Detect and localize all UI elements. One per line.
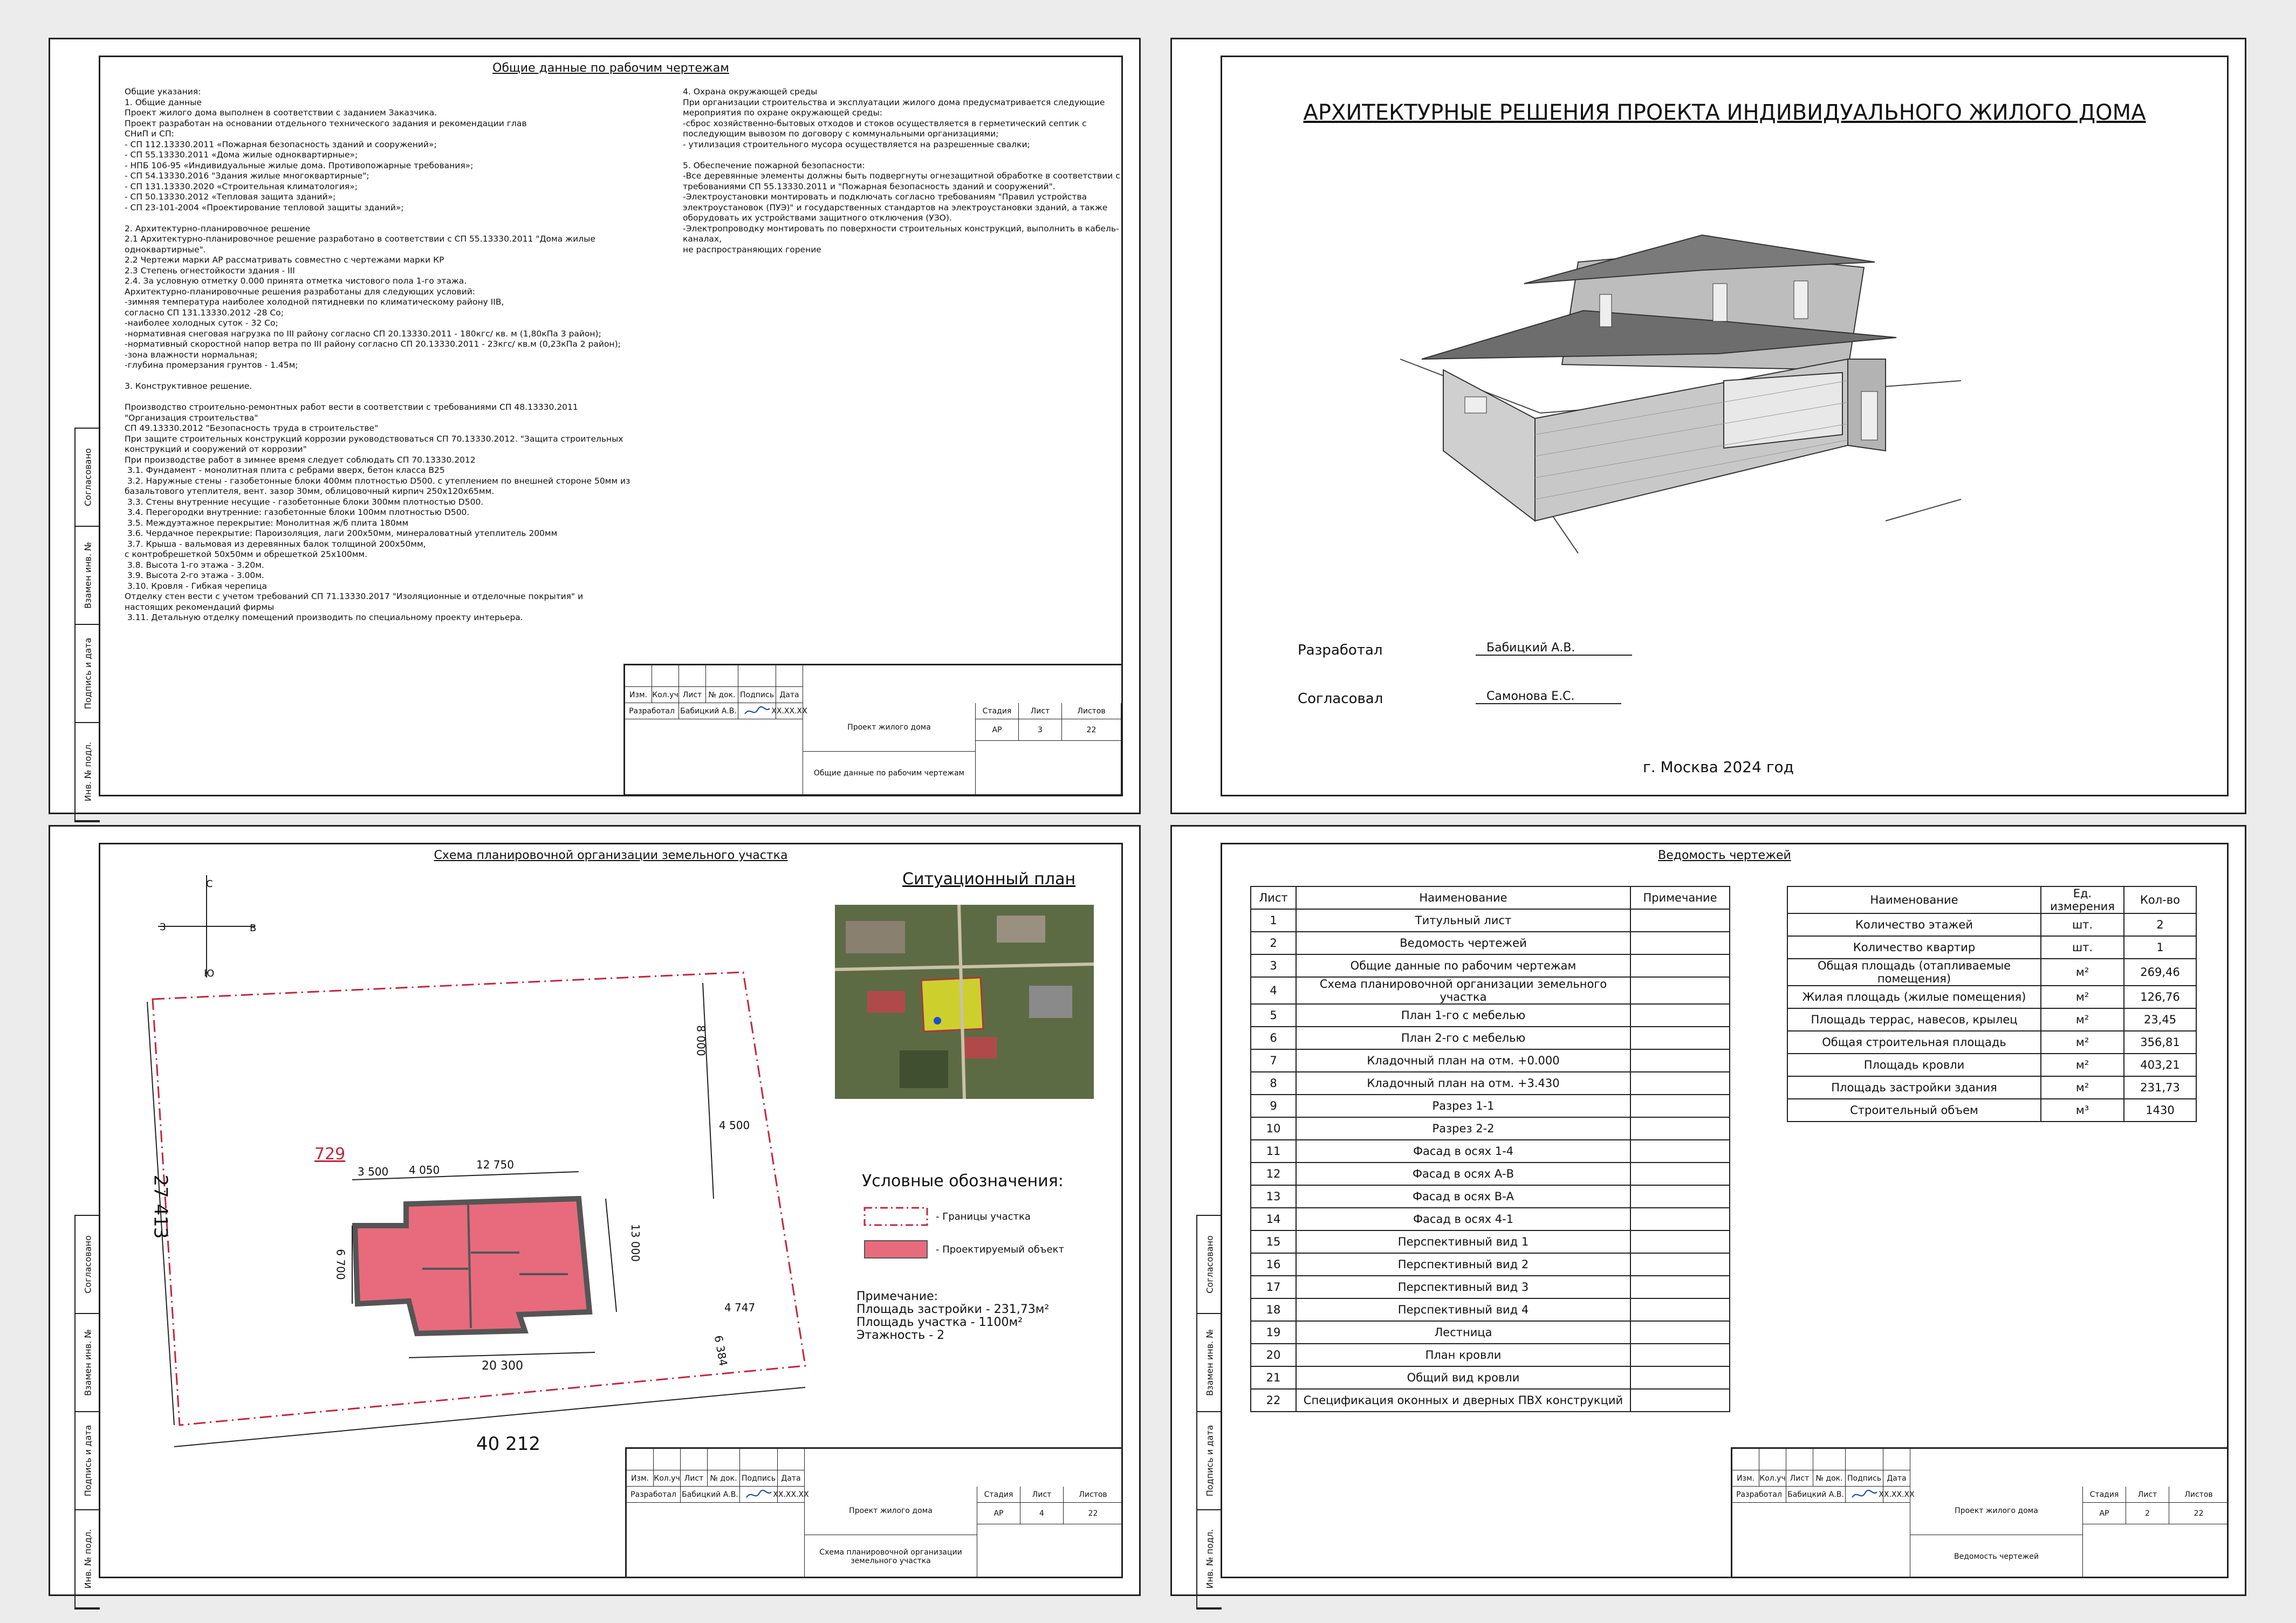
table-cell: 19 (1251, 1321, 1296, 1344)
stamp-name: Бабицкий А.В. (681, 1487, 740, 1503)
table-cell: План 1-го с мебелью (1296, 1004, 1630, 1027)
table-cell: Площадь застройки здания (1787, 1076, 2041, 1099)
table-cell: м² (2041, 1076, 2124, 1099)
col-header: Ед. измерения (2041, 886, 2124, 913)
city-year: г. Москва 2024 год (1643, 758, 1794, 776)
stamp-role: Разработал (1732, 1487, 1786, 1503)
sheet-title (1170, 38, 2246, 814)
stamp-sheet-h: Лист (1019, 703, 1062, 719)
situation-plan-title: Ситуационный план (902, 870, 1076, 889)
approver-label: Согласовал (1298, 691, 1383, 707)
dim-3500: 3 500 (358, 1165, 389, 1178)
table-cell: 7 (1251, 1049, 1296, 1072)
stamp-stage-h: Стадия (977, 1487, 1020, 1503)
table-cell: Перспективный вид 2 (1296, 1253, 1630, 1276)
drawing-frame (99, 56, 1123, 796)
table-cell (1630, 1276, 1730, 1298)
stamp-date: XX.XX.XX (778, 1487, 805, 1503)
drawing-register-table (1250, 886, 1730, 1412)
stamp-total: 22 (2169, 1503, 2229, 1524)
sheet-drawing-register (1170, 825, 2246, 1596)
table-cell: 12 (1251, 1163, 1296, 1185)
table-cell: 21 (1251, 1366, 1296, 1389)
table-row (1251, 1185, 1730, 1208)
sidebar-label: Подпись и дата (83, 1425, 93, 1497)
table-cell: 231,73 (2124, 1076, 2196, 1099)
stamp-stage: АР (976, 719, 1019, 741)
table-cell: 18 (1251, 1298, 1296, 1321)
general-notes-right: 4. Охрана окружающей среды При организации строительства и эксплуатации жилого дома предусматривается следующие мероприятия по охране окружающей среды: -сброс хозяйственно-бытовых отходов и стоков осуществляется в герметический септик с последующим вывозом по договору с коммунальными организациями; - утилизация строительного мусора осуществляется на разрешенные свалки; 5. Обеспечение пожарной безопасности: -Все деревянные элементы должны быть подвергнуты огнезащитной обработке в соответствии с требованиями СП 55.13330.2011 и "Пожарная безопасность зданий и сооружений". -Электроустановки монтировать и подключать согласно требованиям "Правил устройства электроустановок (ПУЭ)" и государственных стандартов на электроустановки зданий, а также оборудовать их устройствами защитного отключения (УЗО). -Электропроводку монтировать по поверхности строительных конструкций, выполнить в кабель-каналах, не распространяющих горение (683, 87, 1120, 255)
house-perspective-icon (1400, 219, 1966, 569)
approver-name: Самонова Е.С. (1476, 690, 1621, 704)
table-cell: 1430 (2124, 1099, 2196, 1122)
sidebar-label: Инв. № подл. (83, 1529, 93, 1589)
lot-number: 729 (314, 1145, 346, 1164)
table-row (1251, 1344, 1730, 1366)
stamp-h-kol: Кол.уч (1759, 1470, 1786, 1487)
stamp-h-list: Лист (681, 1470, 708, 1487)
sheet-sidebar (1196, 1215, 1222, 1610)
stamp-h-doc: № док. (1813, 1470, 1846, 1487)
stamp-h-sign: Подпись (740, 1470, 778, 1487)
stamp-sheet-title: Схема планировочной организации земельного участка (805, 1535, 977, 1578)
table-cell: Фасад в осях 4-1 (1296, 1208, 1630, 1230)
stamp-stage-h: Стадия (2083, 1487, 2126, 1503)
dim-13000: 13 000 (628, 1224, 642, 1262)
table-cell (1630, 1095, 1730, 1117)
table-cell: м² (2041, 986, 2124, 1008)
table-cell (1630, 1253, 1730, 1276)
table-cell: 6 (1251, 1027, 1296, 1049)
dim-6384: 6 384 (711, 1334, 730, 1367)
sheet-header: Схема планировочной организации земельного участка (434, 849, 788, 862)
stamp-role: Разработал (627, 1487, 681, 1503)
developer-label: Разработал (1298, 642, 1383, 658)
table-cell: Общая строительная площадь (1787, 1031, 2041, 1054)
col-header: Кол-во (2124, 886, 2196, 913)
table-cell (1630, 977, 1730, 1004)
legend-title: Условные обозначения: (862, 1172, 1064, 1191)
sidebar-label: Согласовано (83, 1235, 93, 1294)
table-row (1251, 1027, 1730, 1049)
table-cell: План кровли (1296, 1344, 1630, 1366)
table-row (1251, 909, 1730, 932)
table-cell (1630, 1117, 1730, 1140)
note-title: Примечание: (856, 1290, 938, 1303)
table-row (1251, 1230, 1730, 1253)
table-cell: 23,45 (2124, 1008, 2196, 1031)
table-cell: 5 (1251, 1004, 1296, 1027)
col-header: Примечание (1630, 886, 1730, 909)
table-cell: 4 (1251, 977, 1296, 1004)
table-cell: План 2-го с мебелью (1296, 1027, 1630, 1049)
stamp-sheet-title: Ведомость чертежей (1910, 1535, 2083, 1578)
table-cell: 126,76 (2124, 986, 2196, 1008)
stamp-h-kol: Кол.уч (652, 687, 679, 703)
tep-table (1787, 886, 2197, 1122)
stamp-h-list: Лист (679, 687, 706, 703)
stamp-sheet-no: 4 (1020, 1503, 1064, 1524)
sidebar-label: Взамен инв. № (83, 542, 93, 609)
table-cell: 1 (2124, 936, 2196, 959)
table-cell (1630, 1298, 1730, 1321)
table-cell: м² (2041, 1054, 2124, 1076)
stamp-stage: АР (977, 1503, 1020, 1524)
table-cell (1630, 1230, 1730, 1253)
compass-s: Ю (204, 968, 215, 979)
table-cell: 16 (1251, 1253, 1296, 1276)
table-cell: Разрез 1-1 (1296, 1095, 1630, 1117)
dim-8000: 8 000 (694, 1025, 708, 1056)
table-row (1787, 1076, 2196, 1099)
table-row (1251, 1276, 1730, 1298)
dim-20300: 20 300 (482, 1359, 523, 1373)
stamp-h-izm: Изм. (627, 1470, 654, 1487)
stamp-project: Проект жилого дома (805, 1487, 977, 1535)
general-notes-left: Общие указания: 1. Общие данные Проект жилого дома выполнен в соответствии с заданием Заказчика. Проект разработан на основании отдельного технического задания и рекомендации глав СНиП и СП: - СП 112.13330.2011 «Пожарная безопасность зданий и сооружений»; - СП 55.13330.2011 «Дома жилые одноквартирные»; - НПБ 106-95 «Индивидуальные жилые дома. Противопожарные требования»; - СП 54.13330.2016 "Здания жилые многоквартирные"; - СП 131.13330.2020 «Строительная климатология»; - СП 50.13330.2012 «Тепловая защита зданий»; - СП 23-101-2004 «Проектирование тепловой защиты зданий»; 2. Архитектурно-планировочное решение 2.1 Архитектурно-планировочное решение разработано в соответствии с СП 55.13330.2011 "Дома жилые одноквартирные". 2.2 Чертежи марки АР рассматривать совместно с чертежами марки КР 2.3 Степень огнестойкости здания - III 2.4. За условную отметку 0.000 принята отметка чистового пола 1-го этажа. Архитектурно-планировочные решения разработаны для следующих условий: -зимняя температура наиболее холодной пятидневки по климатическому району IIВ, согласно СП 131.13330.2012 -28 Со; -наиболее холодных суток - 32 Со; -нормативная снеговая нагрузка по III району согласно СП 20.13330.2011 - 180кгс/ кв. м (1,80кПа 3 район); -нормативный скоростной напор ветра по III району согласно СП 20.13330.2011 - 23кгс/ кв.м (0,23кПа 2 район); -зона влажности нормальная; -глубина промерзания грунтов - 1.45м; 3. Конструктивное решение. Производство строительно-ремонтных работ вести в соответствии с требованиями СП 48.13330.2011 "Организация строительства" СП 49.13330.2012 "Безопасность труда в строительстве" При защите строительных конструкций коррозии руководствоваться СП 70.13330.2012. "Защита строительных конструкций и сооружений от коррозии" При производстве работ в зимнее время следует соблюдать СП 70.13330.2012 3.1. Фундамент - монолитная плита с ребрами вверх, бетон класса В25 3.2. Наружные стены - газобетонные блоки 400мм плотностью D500. с утеплением по внешней стороне 50мм из базальтового утеплителя, вент. зазор 30мм, облицовочный кирпич 250x120x65мм. 3.3. Стены внутренние несущие - газобетонные блоки 300мм плотностью D500. 3.4. Перегородки внутренние: газобетонные блоки 100мм плотностью D500. 3.5. Междуэтажное перекрытие: Монолитная ж/б плита 180мм 3.6. Чердачное перекрытие: Пароизоляция, лаги 200x50мм, минераловатный утеплитель 200мм 3.7. Крыша - вальмовая из деревянных балок толщиной 200x50мм, с контробрешеткой 50x50мм и обрешеткой 25x100мм. 3.8. Высота 1-го этажа - 3.20м. 3.9. Высота 2-го этажа - 3.00м. 3.10. Кровля - Гибкая черепица Отделку стен вести с учетом требований СП 71.13330.2017 "Изоляционные и отделочные покрытия" и настоящих рекомендаций фирмы 3.11. Детальную отделку помещений производить по специальному проекту интерьера. (125, 87, 630, 622)
situation-aerial-photo (835, 905, 1094, 1099)
stamp-name: Бабицкий А.В. (1786, 1487, 1846, 1503)
table-cell (1630, 1208, 1730, 1230)
legend-object: - Проектируемый объект (863, 1240, 1064, 1259)
dim-4500: 4 500 (719, 1119, 750, 1132)
table-row (1787, 986, 2196, 1008)
table-cell: Схема планировочной организации земельного участка (1296, 977, 1630, 1004)
note-line: Этажность - 2 (856, 1329, 945, 1342)
table-cell: Площадь террас, навесов, крылец (1787, 1008, 2041, 1031)
table-cell (1630, 1366, 1730, 1389)
table-row (1787, 1008, 2196, 1031)
table-cell: Разрез 2-2 (1296, 1117, 1630, 1140)
table-cell: Перспективный вид 1 (1296, 1230, 1630, 1253)
table-row (1787, 959, 2196, 986)
table-cell: Общая площадь (отапливаемые помещения) (1787, 959, 2041, 986)
stamp-sheet-h: Лист (1020, 1487, 1064, 1503)
compass-n: С (206, 878, 213, 890)
table-row (1787, 913, 2196, 936)
table-cell (1630, 1163, 1730, 1185)
table-cell: Количество этажей (1787, 913, 2041, 936)
stamp-project: Проект жилого дома (1910, 1487, 2083, 1535)
table-row (1251, 1389, 1730, 1412)
table-cell: 3 (1251, 954, 1296, 977)
table-cell (1630, 1185, 1730, 1208)
dim-6700: 6 700 (334, 1249, 347, 1280)
compass-e: В (250, 923, 257, 934)
table-cell: Перспективный вид 3 (1296, 1276, 1630, 1298)
sheet-header: Ведомость чертежей (1658, 849, 1791, 862)
compass-w: З (160, 921, 166, 933)
table-cell: Общий вид кровли (1296, 1366, 1630, 1389)
table-cell (1630, 1004, 1730, 1027)
table-cell: Фасад в осях 1-4 (1296, 1140, 1630, 1163)
stamp-h-doc: № док. (706, 687, 738, 703)
table-row (1251, 1049, 1730, 1072)
table-row (1251, 1072, 1730, 1095)
table-cell (1630, 1027, 1730, 1049)
table-cell (1630, 932, 1730, 954)
table-cell: 8 (1251, 1072, 1296, 1095)
table-cell: м² (2041, 1008, 2124, 1031)
col-header: Наименование (1787, 886, 2041, 913)
stamp-stage-h: Стадия (976, 703, 1019, 719)
table-row (1251, 1095, 1730, 1117)
table-row (1251, 1298, 1730, 1321)
stamp-stage: АР (2083, 1503, 2126, 1524)
table-cell: 20 (1251, 1344, 1296, 1366)
table-row (1251, 1321, 1730, 1344)
table-cell: 10 (1251, 1117, 1296, 1140)
stamp-total: 22 (1064, 1503, 1123, 1524)
table-cell: Количество квартир (1787, 936, 2041, 959)
table-cell: Общие данные по рабочим чертежам (1296, 954, 1630, 977)
sheet-site-plan (49, 825, 1141, 1596)
table-row (1251, 1253, 1730, 1276)
sidebar-label: Подпись и дата (1204, 1425, 1215, 1497)
note-line: Площадь застройки - 231,73м² (856, 1303, 1050, 1316)
table-cell: 356,81 (2124, 1031, 2196, 1054)
table-cell: м² (2041, 959, 2124, 986)
title-block (1731, 1447, 2229, 1578)
stamp-sheet-h: Лист (2126, 1487, 2169, 1503)
table-cell: Ведомость чертежей (1296, 932, 1630, 954)
table-cell: 2 (2124, 913, 2196, 936)
table-cell: 11 (1251, 1140, 1296, 1163)
sidebar-label: Инв. № подл. (1204, 1529, 1215, 1589)
stamp-h-doc: № док. (708, 1470, 740, 1487)
sheet-general-data (49, 38, 1141, 814)
drawing-frame (1221, 56, 2229, 796)
table-row (1251, 1163, 1730, 1185)
sidebar-label: Инв. № подл. (83, 741, 93, 802)
table-cell: 2 (1251, 932, 1296, 954)
stamp-h-date: Дата (1883, 1470, 1910, 1487)
dim-4747: 4 747 (724, 1301, 756, 1314)
stamp-sheet-no: 3 (1019, 719, 1062, 741)
site-notes (856, 1290, 1049, 1342)
dim-40212: 40 212 (476, 1433, 540, 1455)
table-cell: 9 (1251, 1095, 1296, 1117)
table-row (1787, 936, 2196, 959)
signature-icon (1846, 1487, 1883, 1503)
table-row (1251, 1004, 1730, 1027)
stamp-sheets-h: Листов (1062, 703, 1121, 719)
title-block (625, 1447, 1123, 1578)
table-cell: Спецификация оконных и дверных ПВХ конструкций (1296, 1389, 1630, 1412)
table-cell: 22 (1251, 1389, 1296, 1412)
sidebar-label: Взамен инв. № (83, 1329, 93, 1396)
table-cell: 17 (1251, 1276, 1296, 1298)
sheet-sidebar (74, 428, 100, 822)
table-cell: Строительный объем (1787, 1099, 2041, 1122)
table-row (1787, 1054, 2196, 1076)
stamp-h-date: Дата (776, 687, 803, 703)
signature-icon (740, 1487, 778, 1503)
stamp-project: Проект жилого дома (803, 703, 976, 752)
table-row (1787, 1099, 2196, 1122)
stamp-h-kol: Кол.уч (654, 1470, 681, 1487)
table-row (1251, 977, 1730, 1004)
sidebar-label: Согласовано (83, 448, 93, 506)
building-footprint (355, 1199, 590, 1333)
table-cell (1630, 1321, 1730, 1344)
stamp-date: XX.XX.XX (776, 703, 803, 719)
table-row (1251, 1117, 1730, 1140)
stamp-h-date: Дата (778, 1470, 805, 1487)
stamp-total: 22 (1062, 719, 1121, 741)
stamp-date: XX.XX.XX (1883, 1487, 1910, 1503)
table-cell (1630, 1389, 1730, 1412)
stamp-sheets-h: Листов (1064, 1487, 1123, 1503)
table-cell: 15 (1251, 1230, 1296, 1253)
stamp-h-izm: Изм. (1732, 1470, 1759, 1487)
table-cell: 269,46 (2124, 959, 2196, 986)
table-row (1787, 1031, 2196, 1054)
stamp-h-sign: Подпись (1846, 1470, 1883, 1487)
stamp-sheet-title: Общие данные по рабочим чертежам (803, 752, 976, 795)
stamp-name: Бабицкий А.В. (679, 703, 738, 719)
table-row (1251, 954, 1730, 977)
table-row (1251, 932, 1730, 954)
project-title: АРХИТЕКТУРНЫЕ РЕШЕНИЯ ПРОЕКТА ИНДИВИДУАЛЬНОГО ЖИЛОГО ДОМА (1303, 100, 2146, 125)
table-cell: м³ (2041, 1099, 2124, 1122)
table-cell: 1 (1251, 909, 1296, 932)
legend-border: - Границы участка (863, 1207, 1031, 1226)
table-cell: Жилая площадь (жилые помещения) (1787, 986, 2041, 1008)
table-cell (1630, 1072, 1730, 1095)
table-cell: шт. (2041, 936, 2124, 959)
table-cell (1630, 1344, 1730, 1366)
table-cell: Фасад в осях А-В (1296, 1163, 1630, 1185)
table-cell (1630, 1049, 1730, 1072)
table-cell: 403,21 (2124, 1054, 2196, 1076)
table-cell (1630, 954, 1730, 977)
table-row (1251, 1140, 1730, 1163)
table-cell (1630, 909, 1730, 932)
stamp-h-list: Лист (1786, 1470, 1813, 1487)
table-cell (1630, 1140, 1730, 1163)
sidebar-label: Подпись и дата (83, 637, 93, 710)
sidebar-label: Взамен инв. № (1204, 1329, 1215, 1396)
table-cell: Лестница (1296, 1321, 1630, 1344)
dim-27413: 27 413 (149, 1174, 172, 1239)
developer-name: Бабицкий А.В. (1476, 641, 1632, 656)
stamp-role: Разработал (625, 703, 679, 719)
table-cell: 13 (1251, 1185, 1296, 1208)
signature-icon (738, 703, 776, 719)
stamp-sheets-h: Листов (2169, 1487, 2229, 1503)
table-cell: Титульный лист (1296, 909, 1630, 932)
table-cell: Площадь кровли (1787, 1054, 2041, 1076)
table-row (1251, 1366, 1730, 1389)
stamp-sheet-no: 2 (2126, 1503, 2169, 1524)
title-block (623, 664, 1121, 795)
table-cell: Кладочный план на отм. +3.430 (1296, 1072, 1630, 1095)
table-cell: Фасад в осях В-А (1296, 1185, 1630, 1208)
table-row (1251, 1208, 1730, 1230)
col-header: Лист (1251, 886, 1296, 909)
dim-4050: 4 050 (409, 1164, 440, 1177)
table-cell: Перспективный вид 4 (1296, 1298, 1630, 1321)
table-cell: м² (2041, 1031, 2124, 1054)
dim-12750: 12 750 (476, 1158, 514, 1171)
table-cell: шт. (2041, 913, 2124, 936)
stamp-h-sign: Подпись (738, 687, 776, 703)
col-header: Наименование (1296, 886, 1630, 909)
table-cell: 14 (1251, 1208, 1296, 1230)
sheet-header: Общие данные по рабочим чертежам (492, 61, 729, 75)
note-line: Площадь участка - 1100м² (856, 1316, 1023, 1329)
table-cell: Кладочный план на отм. +0.000 (1296, 1049, 1630, 1072)
stamp-h-izm: Изм. (625, 687, 652, 703)
sidebar-label: Согласовано (1204, 1235, 1215, 1294)
